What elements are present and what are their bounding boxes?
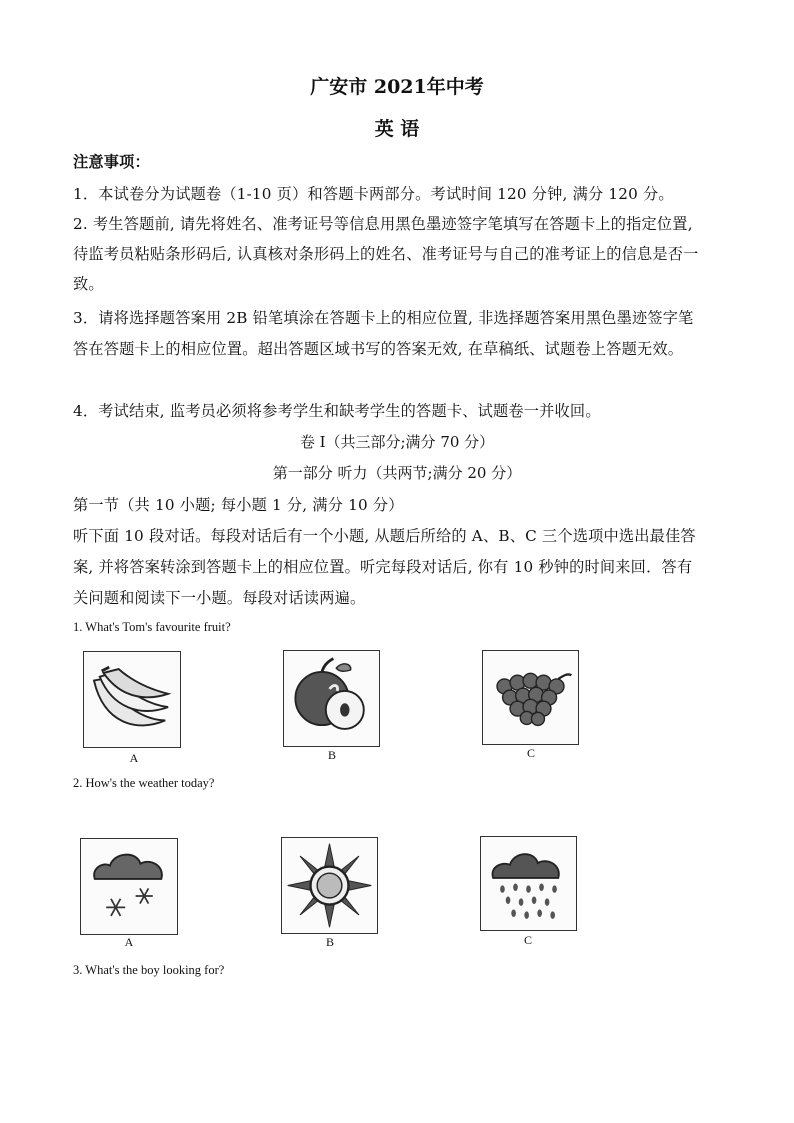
notice-line: 3．请将选择题答案用 2B 铅笔填涂在答题卡上的相应位置, 非选择题答案用黑色墨迹签字笔 (73, 309, 694, 327)
notice-line: 答在答题卡上的相应位置。超出答题区域书写的答案无效, 在草稿纸、试题卷上答题无效。 (73, 340, 684, 358)
instruction-line: 听下面 10 段对话。每段对话后有一个小题, 从题后所给的 A、B、C 三个选项中选出最佳答 (73, 527, 696, 545)
notice-heading: 注意事项： (73, 153, 150, 171)
subsection-heading: 第一节（共 10 小题; 每小题 1 分, 满分 10 分） (73, 496, 404, 514)
option-2c-picture[interactable] (480, 836, 577, 931)
sun-icon (282, 838, 377, 933)
part-heading: 第一部分 听力（共两节;满分 20 分） (272, 464, 522, 482)
notice-line: 待监考员粘贴条形码后, 认真核对条形码上的姓名、准考证号与自己的准考证上的信息是否一 (73, 245, 699, 263)
option-2a-picture[interactable] (80, 838, 178, 935)
option-label: C (526, 746, 535, 760)
banana-icon (84, 652, 180, 747)
instruction-line: 案, 并将答案转涂到答题卡上的相应位置。听完每段对话后, 你有 10 秒钟的时间来回．答有 (73, 558, 693, 576)
option-1c-picture[interactable] (482, 650, 579, 745)
apple-icon (284, 651, 379, 746)
option-label: B (327, 748, 336, 762)
question-2: 2. How's the weather today? (73, 776, 215, 790)
exam-title: 广安市 2021年中考 (310, 76, 484, 98)
option-2b-picture[interactable] (281, 837, 378, 934)
subject-title: 英 语 (374, 118, 420, 140)
volume-heading: 卷 I（共三部分;满分 70 分） (299, 433, 495, 451)
option-1a-picture[interactable] (83, 651, 181, 748)
option-label: A (129, 751, 139, 765)
option-label: B (325, 935, 334, 949)
notice-line: 1．本试卷分为试题卷（1-10 页）和答题卡两部分。考试时间 120 分钟, 满分 120 分。 (73, 185, 674, 203)
question-1: 1. What's Tom's favourite fruit? (73, 620, 231, 634)
question-3: 3. What's the boy looking for? (73, 963, 225, 977)
instruction-line: 关问题和阅读下一小题。每段对话读两遍。 (73, 589, 366, 607)
option-label: C (523, 933, 532, 947)
snow-icon (81, 839, 177, 934)
notice-line: 致。 (73, 275, 104, 293)
rain-icon (481, 837, 576, 930)
notice-line: 4．考试结束, 监考员必须将参考学生和缺考学生的答题卡、试题卷一并收回。 (73, 402, 601, 420)
option-1b-picture[interactable] (283, 650, 380, 747)
grapes-icon (483, 651, 578, 744)
option-label: A (124, 935, 134, 949)
notice-line: 2. 考生答题前, 请先将姓名、准考证号等信息用黑色墨迹签字笔填写在答题卡上的指定位置, (73, 215, 693, 233)
